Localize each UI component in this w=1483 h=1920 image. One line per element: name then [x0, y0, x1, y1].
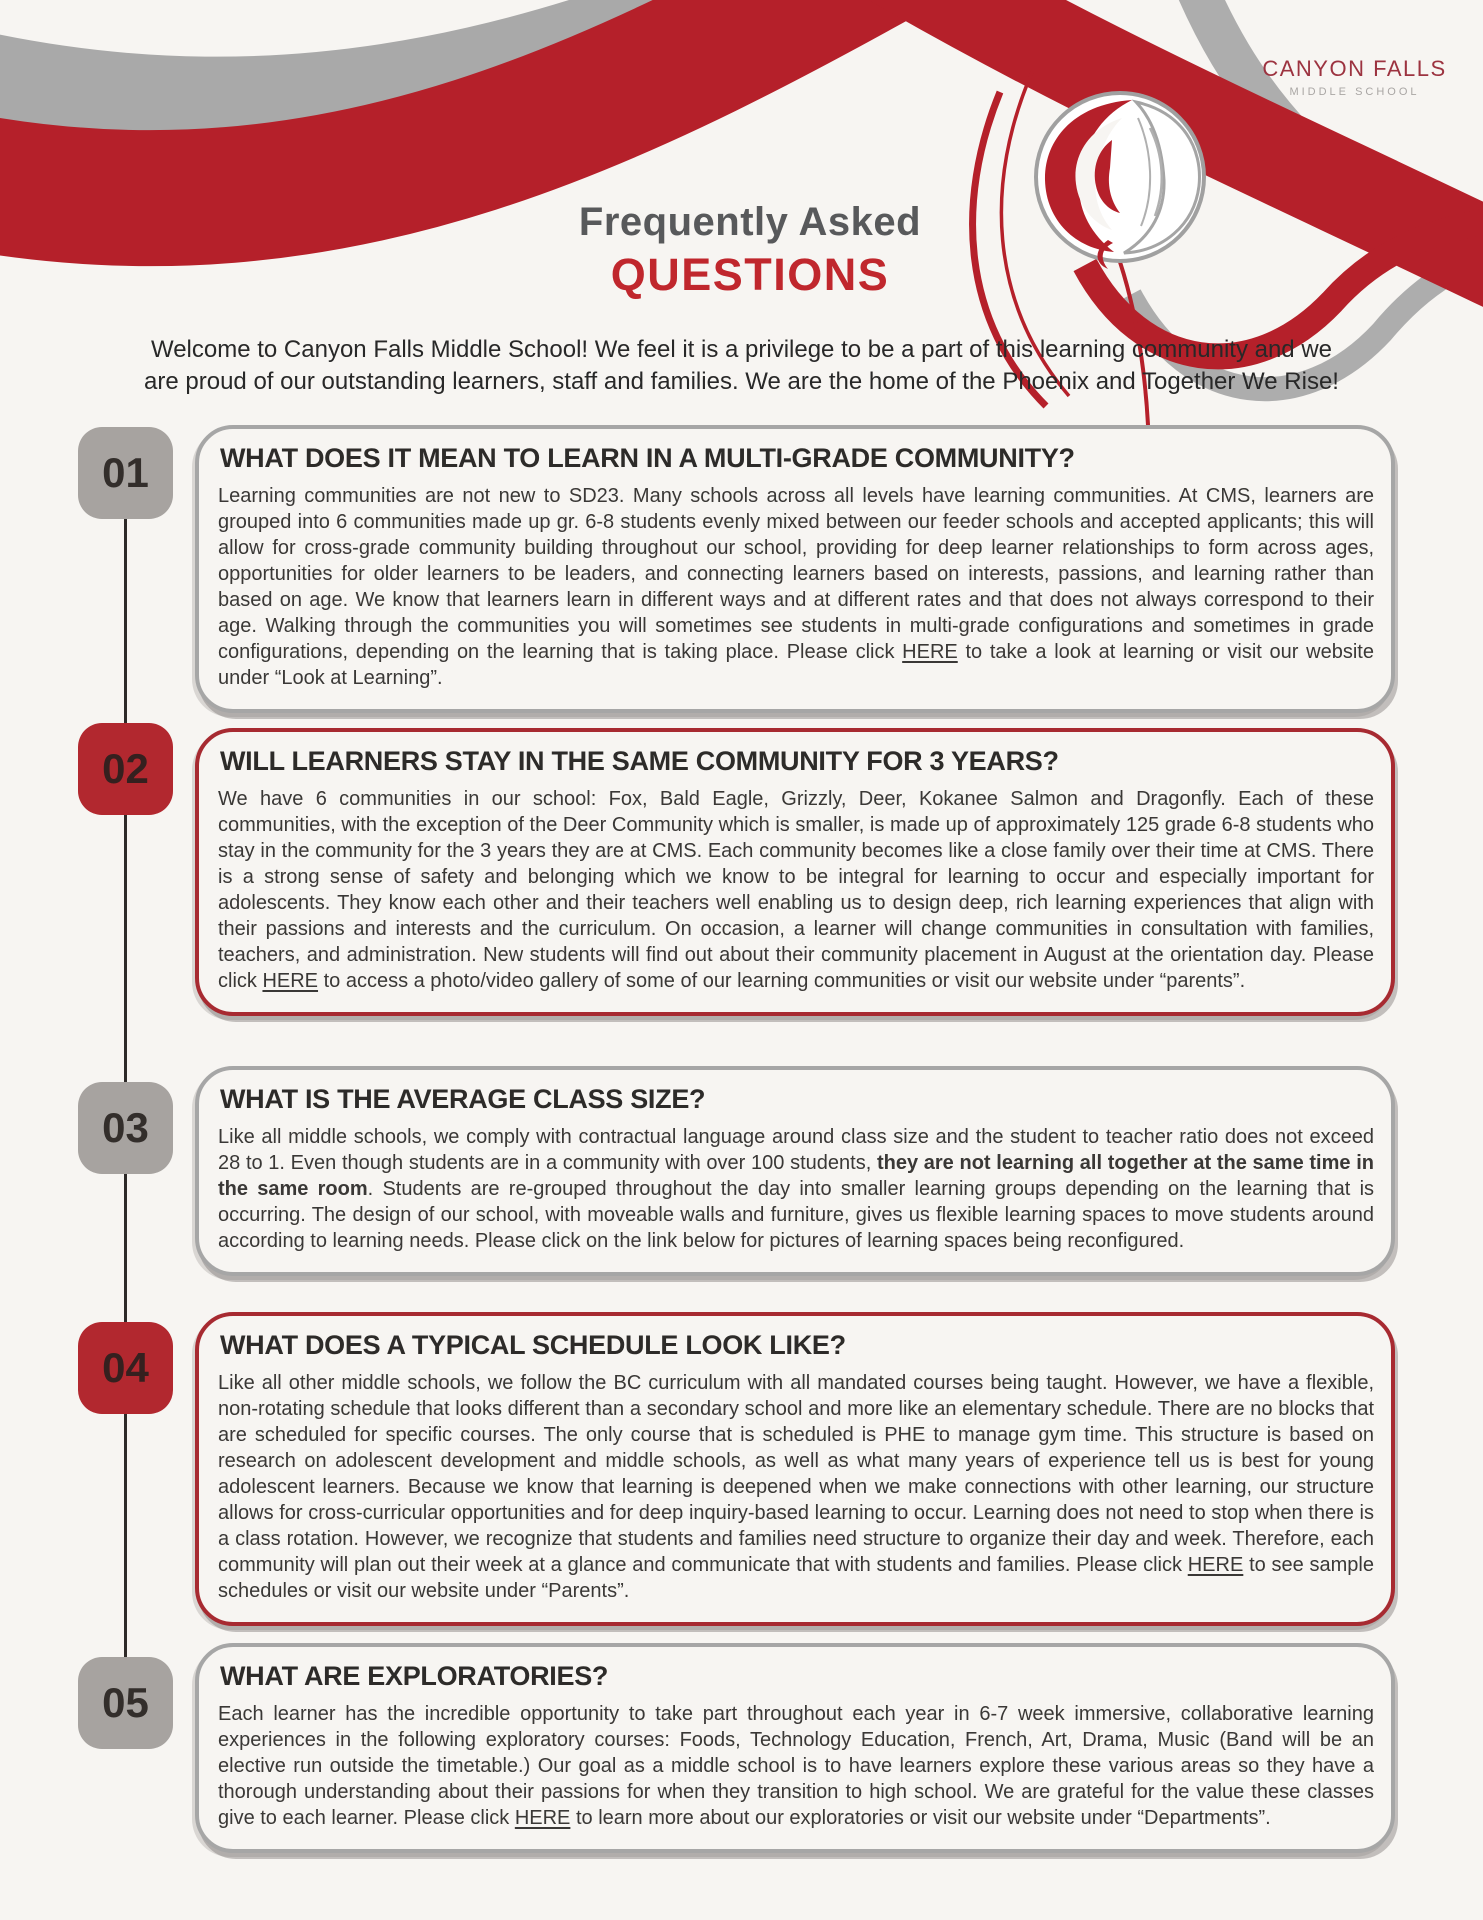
red-swoosh-left: [0, 0, 930, 198]
page-title-line2: QUESTIONS: [610, 249, 890, 300]
answer-bold-text: they are not learning all together at the same time in the same room: [218, 1152, 1374, 1200]
here-link[interactable]: HERE: [514, 1807, 571, 1829]
answer-text: Like all middle schools, we comply with contractual language around class size and the student to teacher ratio does not exceed 28 to 1. Even though students are in a community with over 100 students,: [218, 1126, 1374, 1174]
faq-box-1: [195, 425, 1395, 713]
answer-text: to access a photo/video gallery of some of our learning communities or visit our website under “parents”.: [318, 970, 1246, 992]
faq-box-5: [195, 1643, 1395, 1853]
faq-number-badge-1: 01: [78, 427, 173, 519]
here-link[interactable]: HERE: [262, 970, 319, 992]
faq-answer-2: [218, 786, 1374, 994]
faq-question-2: WILL LEARNERS STAY IN THE SAME COMMUNITY FOR 3 YEARS?: [220, 746, 1059, 776]
faq-answer-4: [218, 1370, 1374, 1604]
faq-box-3: [195, 1066, 1395, 1276]
school-name: CANYON FALLS: [1262, 56, 1447, 81]
gray-swoosh-right: [1185, 0, 1483, 285]
here-link[interactable]: HERE: [1187, 1554, 1244, 1576]
faq-box-2: [195, 728, 1395, 1016]
page-title-line1: Frequently Asked: [578, 200, 922, 244]
answer-text: We have 6 communities in our school: Fox, Bald Eagle, Grizzly, Deer, Kokanee Salmon and Dragonfly. Each of these communities, with the exception of the Deer Community which is smaller, is made up of approximately 125 grade 6-8 students who stay in the community for the 3 years they are at CMS. Each community becomes like a close family over their time at CMS. There is a strong sense of safety and belonging which we know to be integral for learning to occur and especially important for adolescents. They know each other and their teachers well enabling us to design deep, rich learning experiences that align with their passions and interests and the curriculum. On occasion, a learner will change communities in consultation with families, teachers, and administration. New students will find out about their community placement in August at the orientation day. Please click: [218, 788, 1374, 992]
faq-answer-3: [218, 1124, 1374, 1254]
faq-box-4: [195, 1312, 1395, 1626]
welcome-line2: are proud of our outstanding learners, staff and families. We are the home of the Phoenix and Together We Rise!: [144, 367, 1339, 395]
answer-text: to see sample schedules or visit our website under “Parents”.: [218, 1554, 1374, 1602]
faq-number-badge-2: 02: [78, 723, 173, 815]
answer-text: to learn more about our exploratories or visit our website under “Departments”.: [570, 1807, 1271, 1829]
welcome-line1: Welcome to Canyon Falls Middle School! We feel it is a privilege to be a part of this learning community and we: [150, 336, 1332, 363]
faq-question-4: WHAT DOES A TYPICAL SCHEDULE LOOK LIKE?: [220, 1330, 846, 1360]
faq-answer-5: [218, 1701, 1374, 1831]
school-type: MIDDLE SCHOOL: [1289, 86, 1420, 98]
answer-text: to take a look at learning or visit our website under “Look at Learning”.: [218, 641, 1374, 689]
welcome-paragraph: [0, 334, 1483, 397]
answer-text: Each learner has the incredible opportunity to take part throughout each year in 6-7 week immersive, collaborative learning experiences in the following exploratory courses: Foods, Technology Education, French, Art, Drama, Music (Band will be an elective run outside the timetable.) Our goal as a middle school is to have learners explore these various areas so they have a thorough understanding about their passions for when they transition to high school. We are grateful for the value these classes give to each learner. Please click: [218, 1703, 1374, 1829]
here-link[interactable]: HERE: [902, 641, 958, 663]
faq-number-badge-4: 04: [78, 1322, 173, 1414]
answer-text: Like all other middle schools, we follow the BC curriculum with all mandated courses being taught. However, we have a flexible, non-rotating schedule that looks different than a secondary school and more like an elementary schedule. There are no blocks that are scheduled for specific courses. The only course that is scheduled is PHE to manage gym time. This structure is based on research on adolescent development and middle schools, as well as what many years of experience tell us is best for young adolescent learners. Because we know that learning is deepened when we make connections with other learning, our structure allows for cross-curricular opportunities and for deep inquiry-based learning to occur. Learning does not need to stop when there is a class rotation. However, we recognize that students and families need structure to organize their day and week. Therefore, each community will plan out their week at a glance and communicate that with students and families. Please click: [218, 1372, 1374, 1576]
gray-swoosh-left: [0, 0, 860, 100]
faq-question-1: WHAT DOES IT MEAN TO LEARN IN A MULTI-GRADE COMMUNITY?: [220, 443, 1075, 473]
faq-answer-1: [218, 483, 1374, 691]
answer-text: . Students are re-grouped throughout the day into smaller learning groups depending on the learning that is occurring. The design of our school, with moveable walls and furniture, gives us flexible learning spaces to move students around according to learning needs. Please click on the link below for pictures of learning spaces being reconfigured.: [218, 1178, 1375, 1252]
faq-number-badge-3: 03: [78, 1082, 173, 1174]
faq-number-badge-5: 05: [78, 1657, 173, 1749]
page-title: [455, 200, 1045, 301]
school-brand: [1252, 56, 1457, 98]
phoenix-logo: [1036, 93, 1204, 269]
faq-question-3: WHAT IS THE AVERAGE CLASS SIZE?: [220, 1084, 706, 1114]
faq-question-5: WHAT ARE EXPLORATORIES?: [220, 1661, 609, 1691]
answer-text: Learning communities are not new to SD23. Many schools across all levels have learning communities. At CMS, learners are grouped into 6 communities made up gr. 6-8 students evenly mixed between our feeder schools and accepted applicants; this will allow for cross-grade community building throughout our school, providing for deep learner relationships to form across ages, opportunities for older learners to be leaders, and connecting learners based on interests, passions, and learning rather than based on age. We know that learners learn in different ways and at different rates and that does not always correspond to their age. Walking through the communities you will sometimes see students in multi-grade configurations and sometimes in grade configurations, depending on the learning that is taking place. Please click: [218, 485, 1374, 663]
